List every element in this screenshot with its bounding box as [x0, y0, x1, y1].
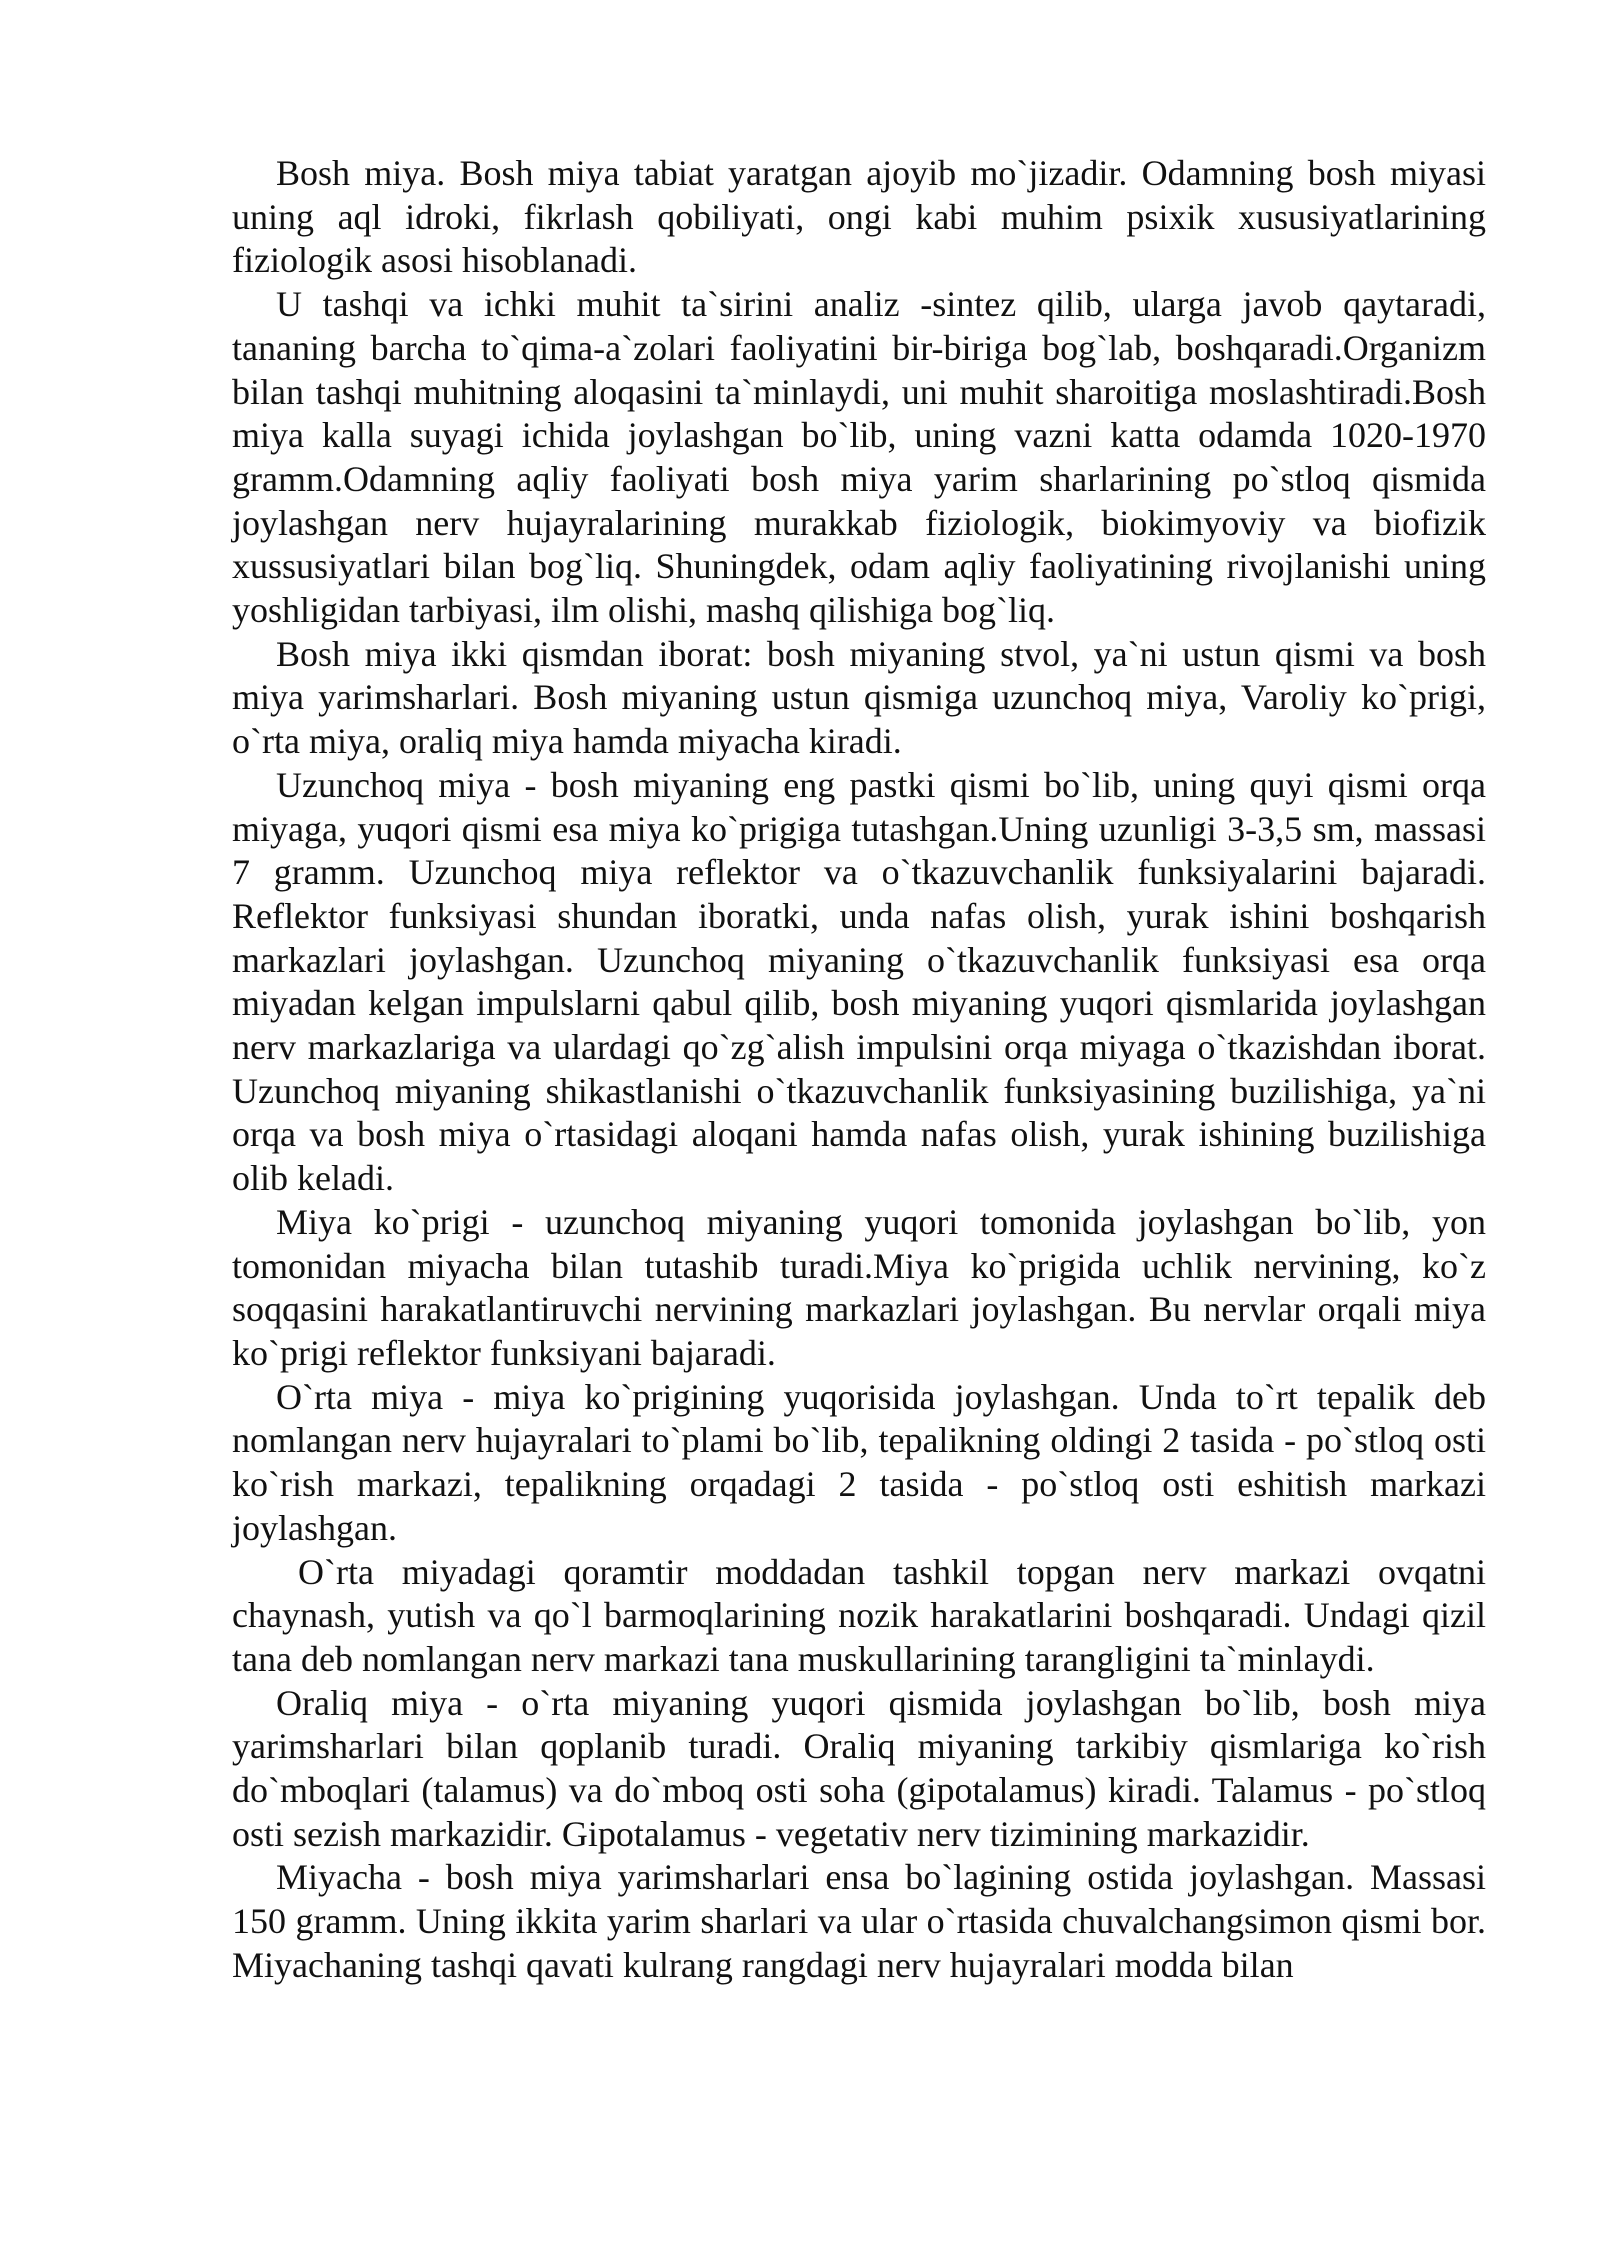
paragraph-miya-koprigi: Miya ko`prigi - uzunchoq miyaning yuqori tomonida joylashgan bo`lib, yon tomonidan miyacha bilan tutashib turadi.Miya ko`prigida uchlik nervining, ko`z soqqasini harakatlantiruvchi nervining markazlari joylashgan. Bu nervlar orqali miya ko`prigi reflektor funksiyani bajaradi.	[232, 1201, 1486, 1373]
paragraph-bosh-miya-intro: Bosh miya. Bosh miya tabiat yaratgan ajoyib mo`jizadir. Odamning bosh miyasi uning aql idroki, fikrlash qobiliyati, ongi kabi muhim psixik xususiyatlarining fiziologik asosi hisoblanadi.	[232, 153, 1486, 281]
paragraph-orta-miya: O`rta miya - miya ko`prigining yuqorisida joylashgan. Unda to`rt tepalik deb nomlangan nerv hujayralari to`plami bo`lib, tepalikning oldingi 2 tasida - po`stloq osti ko`rish markazi, tepalikning orqadagi 2 tasida - po`stloq osti eshitish markazi joylashgan.	[232, 1376, 1486, 1548]
paragraph-uzunchoq-miya: Uzunchoq miya - bosh miyaning eng pastki qismi bo`lib, uning quyi qismi orqa miyaga, yuqori qismi esa miya ko`prigiga tutashgan.Uning uzunligi 3-3,5 sm, massasi 7 gramm. Uzunchoq miya reflektor va o`tkazuvchanlik funksiyalarini bajaradi. Reflektor funksiyasi shundan iboratki, unda nafas olish, yurak ishini boshqarish markazlari joylashgan. Uzunchoq miyaning o`tkazuvchanlik funksiyasi esa orqa miyadan kelgan impulslarni qabul qilib, bosh miyaning yuqori qismlarida joylashgan nerv markazlariga va ulardagi qo`zg`alish impulsini orqa miyaga o`tkazishdan iborat. Uzunchoq miyaning shikastlanishi o`tkazuvchanlik funksiyasining buzilishiga, ya`ni orqa va bosh miya o`rtasidagi aloqani hamda nafas olish, yurak ishining buzilishiga olib keladi.	[232, 764, 1486, 1199]
paragraph-orta-miya-qoramtir-modda: O`rta miyadagi qoramtir moddadan tashkil topgan nerv markazi ovqatni chaynash, yutish va qo`l barmoqlarining nozik harakatlarini boshqaradi. Undagi qizil tana deb nomlangan nerv markazi tana muskullarining tarangligini ta`minlaydi.	[232, 1551, 1486, 1679]
paragraph-tashqi-ichki-muhit: U tashqi va ichki muhit ta`sirini analiz -sintez qilib, ularga javob qaytaradi, tananing barcha to`qima-a`zolari faoliyatini bir-biriga bog`lab, boshqaradi.Organizm bilan tashqi muhitning aloqasini ta`minlaydi, uni muhit sharoitiga moslashtiradi.Bosh miya kalla suyagi ichida joylashgan bo`lib, uning vazni katta odamda 1020-1970 gramm.Odamning aqliy faoliyati bosh miya yarim sharlarining po`stloq qismida joylashgan nerv hujayralarining murakkab fiziologik, biokimyoviy va biofizik xussusiyatlari bilan bog`liq. Shuningdek, odam aqliy faoliyatining rivojlanishi uning yoshligidan tarbiyasi, ilm olishi, mashq qilishiga bog`liq.	[232, 284, 1486, 631]
paragraph-bosh-miya-qismlari: Bosh miya ikki qismdan iborat: bosh miyaning stvol, ya`ni ustun qismi va bosh miya yarimsharlari. Bosh miyaning ustun qismiga uzunchoq miya, Varoliy ko`prigi, o`rta miya, oraliq miya hamda miyacha kiradi.	[232, 633, 1486, 762]
document-page	[232, 152, 1486, 1988]
paragraph-oraliq-miya: Oraliq miya - o`rta miyaning yuqori qismida joylashgan bo`lib, bosh miya yarimsharlari bilan qoplanib turadi. Oraliq miyaning tarkibiy qismlariga ko`rish do`mboqlari (talamus) va do`mboq osti soha (gipotalamus) kiradi. Talamus - po`stloq osti sezish markazidir. Gipotalamus - vegetativ nerv tizimining markazidir.	[232, 1682, 1486, 1854]
paragraph-miyacha: Miyacha - bosh miya yarimsharlari ensa bo`lagining ostida joylashgan. Massasi 150 gramm. Uning ikkita yarim sharlari va ular o`rtasida chuvalchangsimon qismi bor. Miyachaning tashqi qavati kulrang rangdagi nerv hujayralari modda bilan	[232, 1857, 1486, 1985]
